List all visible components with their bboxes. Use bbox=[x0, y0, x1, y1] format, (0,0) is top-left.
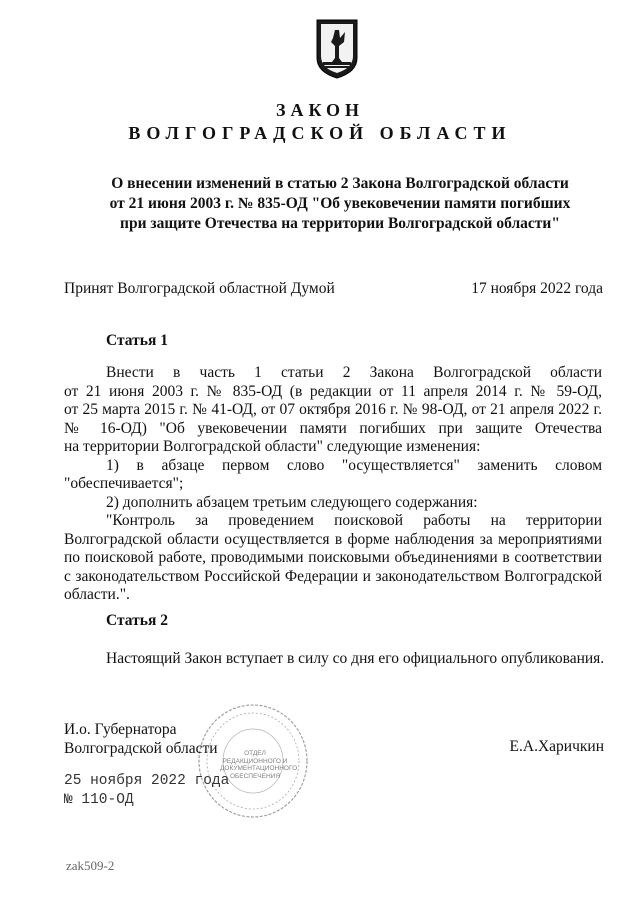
paragraph-line: "Контроль за проведением поисковой работы на территории bbox=[106, 512, 602, 529]
paragraph-line: от 21 июня 2003 г. № 835-ОД (в редакции от 11 апреля 2014 г. № 59-ОД, bbox=[64, 382, 602, 400]
stamp-line: ОТДЕЛ bbox=[244, 750, 266, 757]
adopted-by: Принят Волгоградской областной Думой bbox=[64, 280, 335, 297]
paragraph-line: от 25 марта 2015 г. № 41-ОД, от 07 октября 2016 г. № 98-ОД, от 21 апреля 2022 г. bbox=[64, 401, 602, 418]
paragraph-line: "обеспечивается"; bbox=[64, 475, 184, 492]
adoption-date: 17 ноября 2022 года bbox=[471, 280, 603, 297]
heading-line: от 21 июня 2003 г. № 835-ОД "Об увековечении памяти погибших bbox=[109, 195, 571, 212]
paragraph-line: с законодательством Российской Федерации и законодательством Волгоградской bbox=[64, 567, 602, 585]
signatory-block bbox=[64, 720, 229, 810]
paragraph-line: 2) дополнить абзацем третьим следующего содержания: bbox=[106, 493, 478, 511]
stamp-line: РЕДАКЦИОННОГО И bbox=[222, 757, 288, 765]
article-2-title: Статья 2 bbox=[106, 612, 168, 629]
signatory-role: И.о. Губернатора bbox=[64, 721, 177, 738]
stamp-line: ДОКУМЕНТАЦИОННОГО bbox=[220, 765, 298, 772]
signing-date: 25 ноября 2022 года bbox=[64, 773, 230, 789]
paragraph-line: Внести в часть 1 статьи 2 Закона Волгоградской области bbox=[106, 364, 602, 381]
stamp-text bbox=[220, 750, 298, 780]
paragraph-line: 1) в абзаце первом слово "осуществляется" заменить словом bbox=[106, 456, 602, 474]
paragraph-line: Настоящий Закон вступает в силу со дня его официального опубликования. bbox=[106, 650, 605, 667]
paragraph-line: № 16-ОД) "Об увековечении памяти погибших при защите Отечества bbox=[64, 419, 602, 437]
document-code: zak509-2 bbox=[66, 858, 115, 873]
paragraph-line: Волгоградской области осуществляется в форме наблюдения за мероприятиями bbox=[64, 530, 602, 548]
article-1-title: Статья 1 bbox=[106, 332, 168, 349]
paragraph-line: на территории Волгоградской области" следующие изменения: bbox=[64, 438, 481, 455]
law-title: ЗАКОН bbox=[275, 100, 365, 120]
law-region: ВОЛГОГРАДСКОЙ ОБЛАСТИ bbox=[128, 123, 512, 143]
signatory-name: Е.А.Харичкин bbox=[509, 738, 604, 755]
signatory-region: Волгоградской области bbox=[64, 740, 218, 757]
paragraph-line: области.". bbox=[64, 586, 130, 603]
article-1-body bbox=[64, 364, 602, 605]
stamp-line: ОБЕСПЕЧЕНИЯ bbox=[229, 772, 281, 780]
heading-line: О внесении изменений в статью 2 Закона Волгоградской области bbox=[111, 175, 569, 192]
law-number: № 110-ОД bbox=[64, 792, 134, 808]
article-2-body bbox=[64, 650, 605, 669]
heading-line: при защите Отечества на территории Волгоградской области" bbox=[120, 215, 560, 232]
coat-of-arms-emblem bbox=[315, 18, 359, 80]
paragraph-line: по поисковой работе, проводимыми поисковыми объединениями в соответствии bbox=[64, 549, 602, 566]
document-heading bbox=[100, 174, 580, 234]
